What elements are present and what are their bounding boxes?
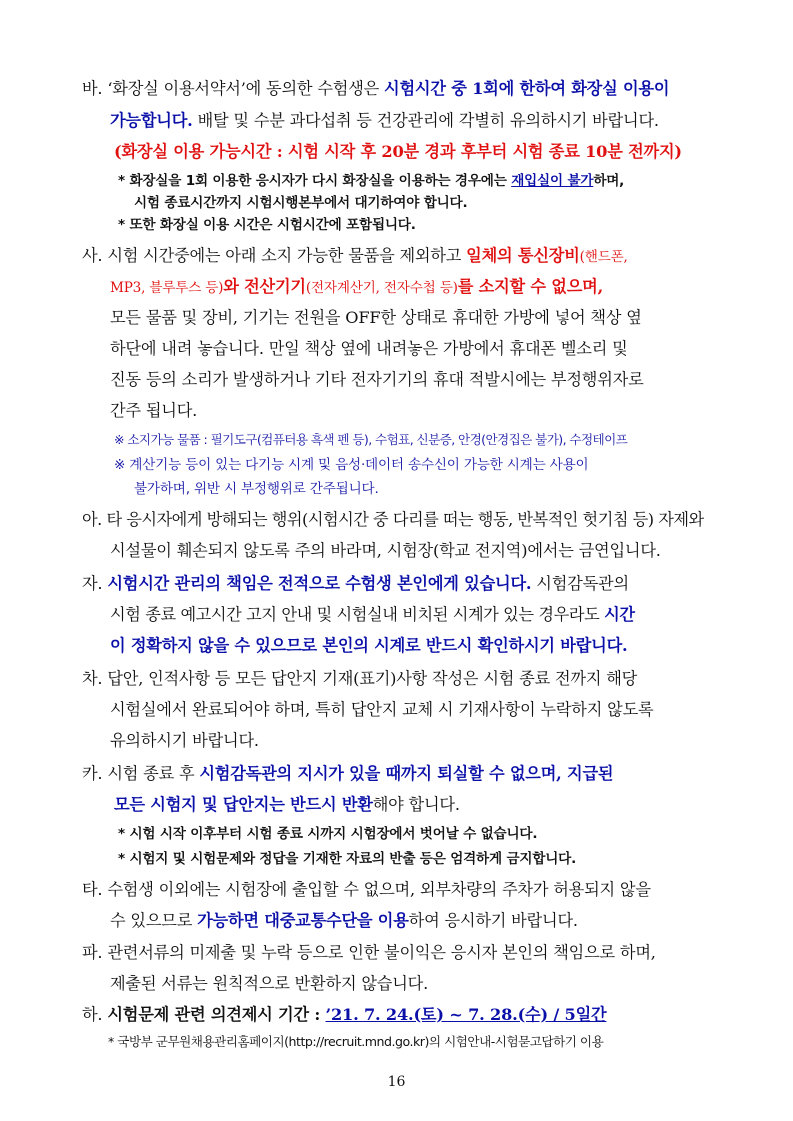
section-ta-line-2 [110, 909, 578, 933]
section-ka-line-2 [114, 793, 460, 817]
section-ba-line-1 [82, 77, 669, 101]
section-cha-line-3: 유의하시기 바랍니다. [110, 731, 259, 750]
electronic-devices: 와 전산기기 [223, 277, 306, 296]
section-ba-highlight-2: 가능합니다. [110, 111, 193, 130]
section-cha-line-2: 시험실에서 완료되어야 하며, 특히 답안지 교체 시 기재사항이 누락하지 않도록 [110, 700, 654, 719]
section-ka-text: 시험 종료 후 [107, 764, 200, 783]
section-ba-note-2: 시험 종료시간까지 시험시행본부에서 대기하여야 합니다. [134, 195, 468, 211]
allowed-items-note: ※ 소지가능 물품 : 필기도구(컴퓨터용 흑색 펜 등), 수험표, 신분증, 안경(안경집은 불가), 수정테이프 [114, 432, 628, 447]
section-ba-note-3: * 또한 화장실 이용 시간은 시험시간에 포함됩니다. [118, 217, 416, 233]
section-sa-line-5: 진동 등의 소리가 발생하거나 기타 전자기기의 휴대 적발시에는 부정행위자로 [110, 370, 644, 389]
note-text-end: 하며, [593, 173, 625, 189]
cannot-carry: 를 소지할 수 없으며, [457, 277, 604, 296]
section-ba-text-2: 배탈 및 수분 과다섭취 등 건강관리에 각별히 유의하시기 바랍니다. [192, 111, 659, 130]
section-ka-note-1: * 시험 시작 이후부터 시험 종료 시까지 시험장에서 벗어날 수 없습니다. [118, 826, 538, 842]
section-sa-line-3: 모든 물품 및 장비, 기기는 전원을 OFF한 상태로 휴대한 가방에 넣어 책상 옆 [110, 308, 642, 327]
smartwatch-note-2: 불가하며, 위반 시 부정행위로 간주됩니다. [134, 481, 379, 497]
section-pa-line-2: 제출된 서류는 원칙적으로 반환하지 않습니다. [110, 974, 429, 993]
section-sa-line-1 [82, 244, 628, 269]
section-ka-line-1 [82, 762, 613, 786]
section-ba-line-2 [110, 109, 659, 133]
section-ja-highlight: 시간 [604, 605, 635, 624]
time-responsibility: 시험시간 관리의 책임은 전적으로 수험생 본인에게 있습니다. [107, 574, 532, 593]
section-ja-text: 시험감독관의 [531, 574, 629, 593]
section-ba-marker: 바. [82, 79, 103, 98]
section-ta-text-2: 수 있으므로 [110, 911, 198, 930]
section-pa-text: 관련서류의 미제출 및 누락 등으로 인한 불이익은 응시자 본인의 책임으로 하며, [107, 943, 656, 962]
note-text: * 화장실을 1회 이용한 응시자가 다시 화장실을 이용하는 경우에는 [118, 173, 512, 189]
section-ta-marker: 타. [82, 880, 103, 899]
section-sa-line-6: 간주 됩니다. [110, 401, 198, 420]
section-ja-line-3: 이 정확하지 않을 수 있으므로 본인의 시계로 반드시 확인하시기 바랍니다. [110, 636, 628, 655]
section-sa-marker: 사. [82, 246, 103, 265]
section-sa-text: 시험 시간중에는 아래 소지 가능한 물품을 제외하고 [107, 246, 467, 265]
reentry-not-allowed: 재입실이 불가 [511, 173, 594, 189]
section-ha-line-1 [82, 1003, 606, 1027]
section-ka-note-2: * 시험지 및 시험문제와 정답을 기재한 자료의 반출 등은 엄격하게 금지합니다. [118, 851, 577, 867]
section-pa-marker: 파. [82, 943, 103, 962]
devices-examples: MP3, 블루투스 등) [110, 280, 224, 296]
section-ka-marker: 카. [82, 764, 103, 783]
objection-period-label: 시험문제 관련 의견제시 기간 : [107, 1005, 326, 1024]
section-ba-text: ‘화장실 이용서약서’에 동의한 수험생은 [107, 79, 385, 98]
electronic-examples: (전자계산기, 전자수첩 등) [305, 280, 458, 296]
section-a-line-1 [82, 508, 704, 532]
smartwatch-note-1: ※ 계산기능 등이 있는 다기능 시계 및 음성·데이터 송수신이 가능한 시계는 사용이 [114, 457, 589, 473]
section-ba-highlight: 시험시간 중 1회에 한하여 화장실 이용이 [384, 79, 670, 98]
page-number: 16 [387, 1074, 406, 1090]
section-ja-marker: 자. [82, 574, 103, 593]
section-ha-note: * 국방부 군무원채용관리홈페이지(http://recruit.mnd.go.kr)의 시험안내-시험묻고답하기 이용 [108, 1034, 604, 1049]
section-ta-text: 수험생 이외에는 시험장에 출입할 수 없으며, 외부차량의 주차가 허용되지 않을 [107, 880, 651, 899]
section-ja-line-1 [82, 572, 629, 596]
section-a-line-2: 시설물이 훼손되지 않도록 주의 바라며, 시험장(학교 전지역)에서는 금연입니다. [110, 541, 661, 560]
section-cha-line-1 [82, 667, 637, 691]
cannot-leave: 시험감독관의 지시가 있을 때까지 퇴실할 수 없으며, 지급된 [199, 764, 614, 783]
section-ja-line-2 [110, 603, 635, 627]
comm-devices-paren: (핸드폰, [579, 249, 628, 265]
comm-devices: 일체의 통신장비 [466, 246, 580, 265]
section-ba-note-1 [118, 169, 624, 193]
section-sa-line-2 [110, 275, 603, 300]
section-ta-text-3: 하여 응시하기 바랍니다. [408, 911, 578, 930]
toilet-time-notice: (화장실 이용 가능시간 : 시험 시작 후 20분 경과 후부터 시험 종료 10분 전까지) [114, 142, 682, 161]
section-sa-line-4: 하단에 내려 놓습니다. 만일 책상 옆에 내려놓은 가방에서 휴대폰 벨소리 및 [110, 339, 628, 358]
section-a-marker: 아. [82, 510, 102, 529]
public-transport: 가능하면 대중교통수단을 이용 [197, 911, 409, 930]
section-ha-marker: 하. [82, 1005, 103, 1024]
section-ja-text-2: 시험 종료 예고시간 고지 안내 및 시험실내 비치된 시계가 있는 경우라도 [110, 605, 605, 624]
section-a-text: 타 응시자에게 방해되는 행위(시험시간 중 다리를 떠는 행동, 반복적인 헛기침 등) 자제와 [106, 510, 704, 529]
section-pa-line-1 [82, 941, 656, 965]
objection-period-dates: ’21. 7. 24.(토) ~ 7. 28.(수) / 5일간 [325, 1005, 607, 1024]
must-return: 모든 시험지 및 답안지는 반드시 반환 [114, 795, 373, 814]
section-ta-line-1 [82, 878, 651, 902]
section-cha-marker: 차. [82, 669, 103, 688]
section-ka-text-2: 해야 합니다. [372, 795, 460, 814]
section-cha-text: 답안, 인적사항 등 모든 답안지 기재(표기)사항 작성은 시험 종료 전까지 해당 [107, 669, 638, 688]
